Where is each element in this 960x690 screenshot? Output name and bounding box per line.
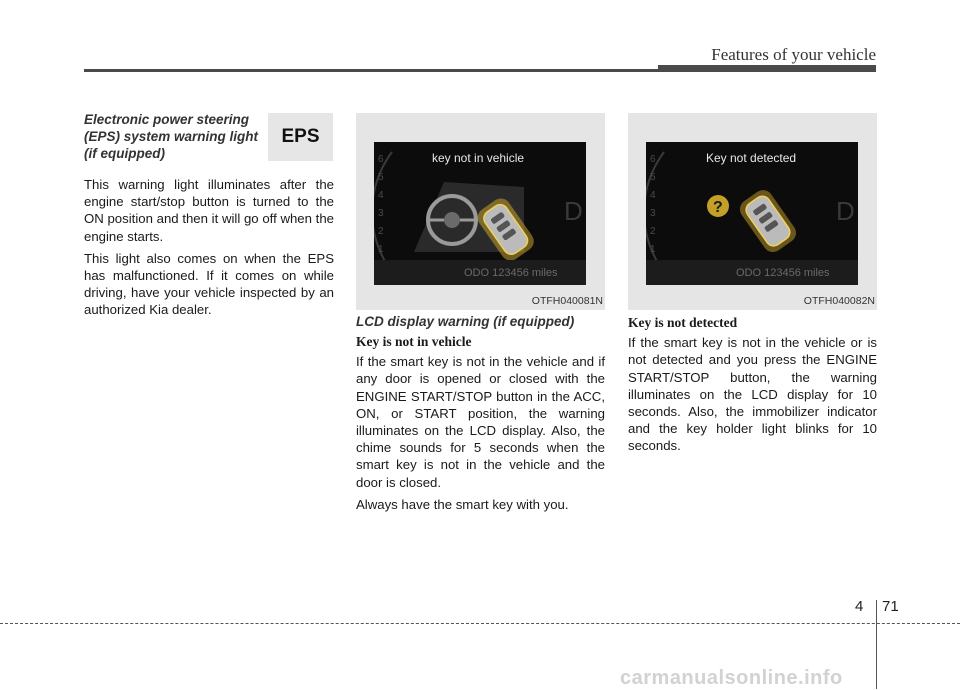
svg-text:6: 6	[378, 154, 384, 165]
figure-code: OTFH040081N	[531, 295, 603, 307]
eps-heading	[84, 111, 266, 162]
odometer-readout: ODO 123456 miles	[736, 267, 830, 279]
svg-text:5: 5	[650, 172, 656, 183]
svg-text:5: 5	[378, 172, 384, 183]
eps-paragraph-1: This warning light illuminates after the engine start/stop button is turned to the ON position and then it will go off when the engine starts.	[84, 177, 334, 244]
key-not-detected-section	[628, 314, 877, 460]
figure-key-not-detected	[628, 113, 877, 310]
eps-heading-line-1: Electronic power steering	[84, 112, 250, 127]
figure-key-not-in-vehicle	[356, 113, 605, 310]
gear-indicator: D	[564, 196, 583, 226]
eps-description	[84, 176, 334, 324]
key-not-in-vehicle-title: Key is not in vehicle	[356, 334, 472, 349]
svg-text:3: 3	[378, 208, 384, 219]
figure-code: OTFH040082N	[803, 295, 875, 307]
lcd-message: Key not detected	[706, 151, 797, 165]
svg-text:2: 2	[650, 226, 656, 237]
eps-paragraph-2: This light also comes on when the EPS has malfunctioned. If it comes on while driving, have your vehicle inspected by an authorized Kia dealer.	[84, 250, 334, 318]
key-not-detected-paragraph-1: If the smart key is not in the vehicle or is not detected and you press the ENGINE START/STOP button, the warning illuminates on the LCD display for 10 seconds. Also, the immobilizer indicator and the key holder light blinks for 10 seconds.	[628, 335, 877, 454]
key-not-in-vehicle-paragraph-2: Always have the smart key with you.	[356, 496, 569, 512]
watermark: carmanualsonline.info	[620, 667, 843, 689]
svg-text:2: 2	[378, 226, 384, 237]
lcd-warning-heading: LCD display warning (if equipped)	[356, 314, 575, 329]
key-not-detected-title: Key is not detected	[628, 315, 738, 330]
lcd-message: key not in vehicle	[432, 151, 525, 165]
svg-text:4: 4	[378, 190, 384, 201]
key-not-in-vehicle-section	[356, 333, 605, 518]
footer-divider	[876, 600, 877, 689]
svg-text:?: ?	[713, 199, 723, 216]
running-header-title: Features of your vehicle	[711, 45, 876, 64]
cluster-display-image	[374, 142, 586, 285]
svg-text:4: 4	[650, 190, 656, 201]
gear-indicator: D	[836, 196, 855, 226]
cluster-display-image	[646, 142, 858, 285]
svg-text:6: 6	[650, 154, 656, 165]
header-rule-tab	[658, 65, 876, 72]
eps-heading-line-2: (EPS) system warning light	[84, 129, 259, 144]
chapter-number: 4	[855, 598, 864, 615]
eps-heading-line-3: (if equipped)	[84, 146, 165, 161]
odometer-readout: ODO 123456 miles	[464, 267, 558, 279]
footer-rule	[0, 623, 960, 624]
key-not-in-vehicle-paragraph-1: If the smart key is not in the vehicle and if any door is opened or closed with the ENGINE START/STOP button in the ACC, ON, or START position, the warning illuminates on the LCD display. Also, the chime sounds for 5 seconds when the smart key is not in the vehicle and the door is closed.	[356, 354, 605, 490]
svg-text:1: 1	[650, 244, 656, 255]
page-number: 71	[882, 598, 899, 615]
svg-text:1: 1	[378, 244, 384, 255]
svg-text:3: 3	[650, 208, 656, 219]
eps-warning-badge: EPS	[268, 113, 333, 161]
